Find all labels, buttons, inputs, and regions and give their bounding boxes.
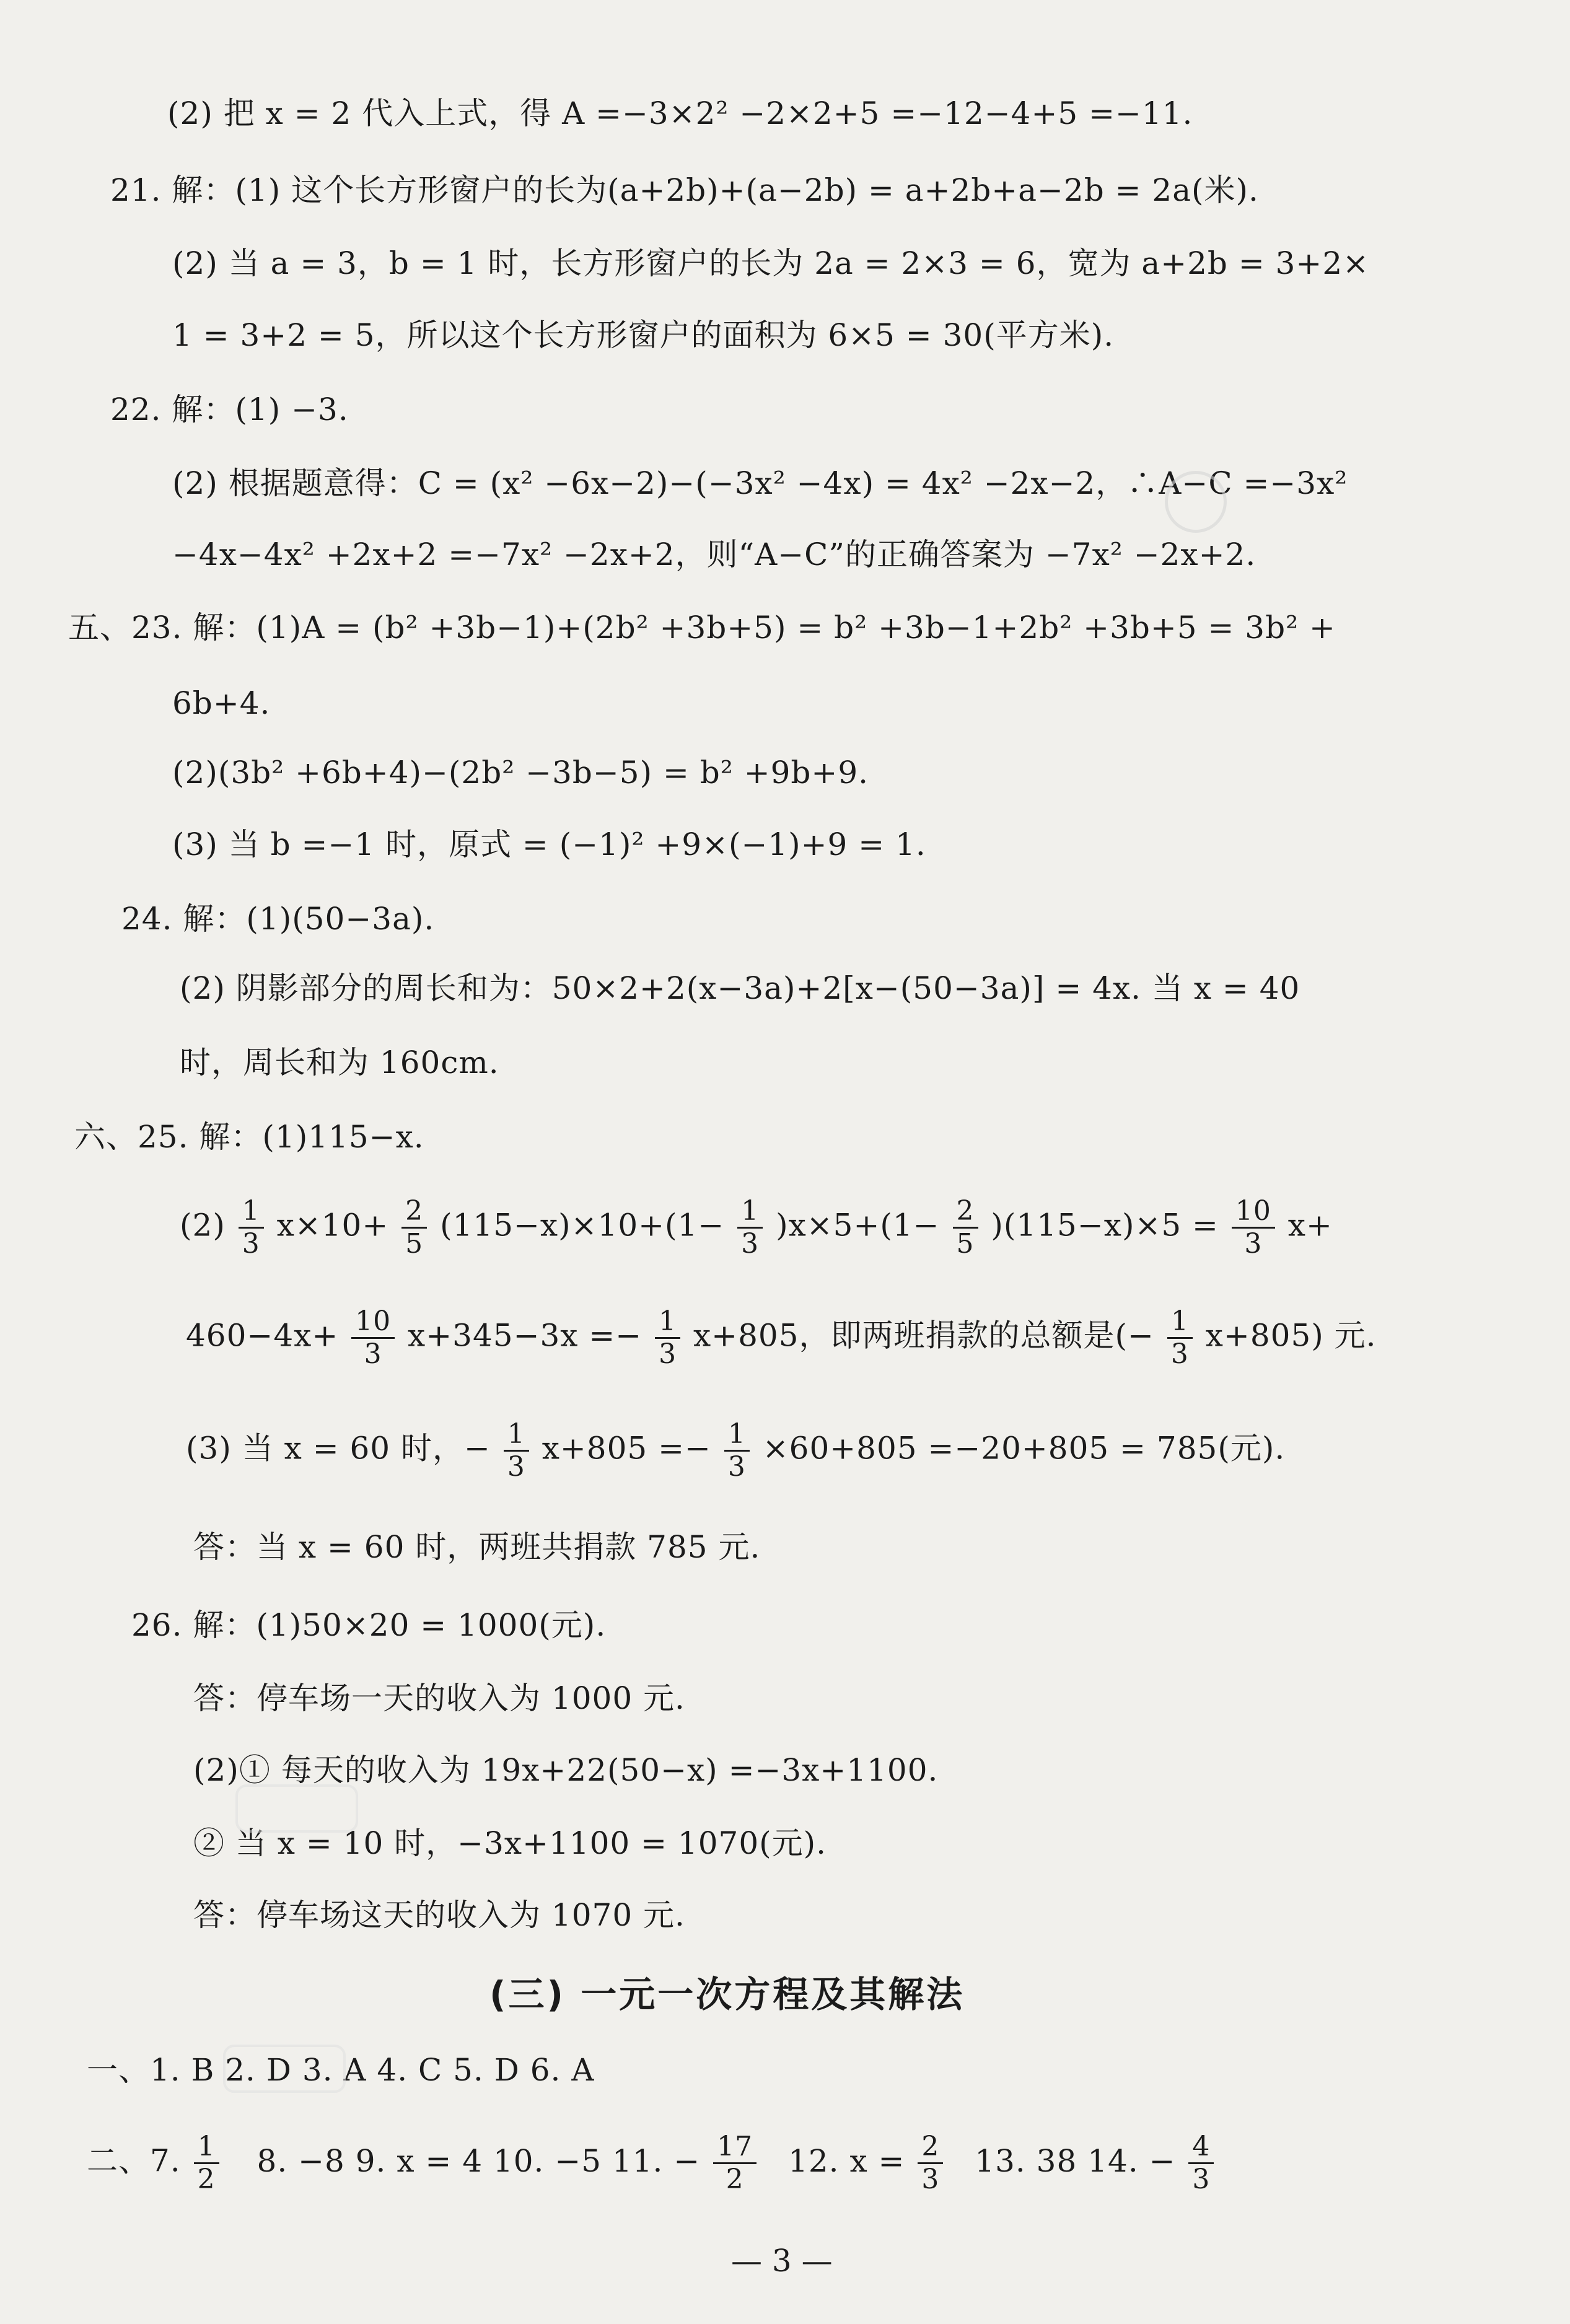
text-line: 五、23. 解：(1)A = (b² +3b−1)+(2b² +3b+5) = b² +3b−1+2b² +3b+5 = 3b² + <box>68 610 1336 646</box>
fraction: $\frac{2}{5}$ <box>953 1196 978 1260</box>
text-line: 1 = 3+2 = 5，所以这个长方形窗户的面积为 6×5 = 30(平方米). <box>172 317 1115 353</box>
stamp-icon <box>223 2045 346 2093</box>
text-line: 21. 解：(1) 这个长方形窗户的长为(a+2b)+(a−2b) = a+2b+a−2b = 2a(米). <box>110 172 1259 208</box>
fraction: $\frac{1}{3}$ <box>655 1306 680 1370</box>
text-line: −4x−4x² +2x+2 =−7x² −2x+2，则“A−C”的正确答案为 −7x² −2x+2. <box>172 537 1256 572</box>
text-line: 24. 解：(1)(50−3a). <box>121 901 435 937</box>
fraction-line: 460−4x+ $\frac{10}{3}$ x+345−3x =− $\frac{1}{3}$ x+805，即两班捐款的总额是(− $\frac{1}{3}$ x+805) 元. <box>186 1305 1377 1370</box>
fraction: $\frac{1}{2}$ <box>194 2131 219 2195</box>
fraction: $\frac{1}{3}$ <box>724 1419 750 1483</box>
text-line: (2) 阴影部分的周长和为：50×2+2(x−3a)+2[x−(50−3a)] = 4x. 当 x = 40 <box>180 970 1300 1006</box>
fraction: $\frac{1}{3}$ <box>504 1419 529 1483</box>
fraction-line: (3) 当 x = 60 时，− $\frac{1}{3}$ x+805 =− $\frac{1}{3}$ ×60+805 =−20+805 = 785(元). <box>186 1418 1286 1483</box>
text-line: 答：停车场一天的收入为 1000 元. <box>193 1680 685 1716</box>
answers-fill: 二、7. $\frac{1}{2}$ 8. −8 9. x = 4 10. −5 11. − $\frac{17}{2}$ 12. x = $\frac{2}{3}$ 13. 38 14. − $\frac{4}{3}$ <box>87 2131 1216 2195</box>
fraction: $\frac{4}{3}$ <box>1188 2131 1214 2195</box>
fraction: $\frac{1}{3}$ <box>737 1196 763 1260</box>
text-line: 26. 解：(1)50×20 = 1000(元). <box>131 1607 607 1643</box>
page-number: — 3 — <box>731 2243 833 2279</box>
text-line: (2) 当 a = 3，b = 1 时，长方形窗户的长为 2a = 2×3 = 6，宽为 a+2b = 3+2× <box>172 245 1370 281</box>
stamp-icon <box>235 1784 358 1833</box>
text-line: (2)(3b² +6b+4)−(2b² −3b−5) = b² +9b+9. <box>172 755 869 791</box>
text-line: (3) 当 b =−1 时，原式 = (−1)² +9×(−1)+9 = 1. <box>172 827 926 862</box>
text-line: 22. 解：(1) −3. <box>110 392 349 428</box>
text-line: 时，周长和为 160cm. <box>180 1045 499 1081</box>
fraction: $\frac{2}{3}$ <box>918 2131 943 2195</box>
fraction: $\frac{10}{3}$ <box>351 1306 395 1370</box>
text-line: 六、25. 解：(1)115−x. <box>74 1119 424 1155</box>
section-heading: (三) 一元一次方程及其解法 <box>489 1973 965 2015</box>
text-line: 6b+4. <box>172 685 271 721</box>
fraction: $\frac{2}{5}$ <box>401 1196 427 1260</box>
text-line: ② 当 x = 10 时，−3x+1100 = 1070(元). <box>193 1825 827 1861</box>
answers-choice: 一、1. B 2. D 3. A 4. C 5. D 6. A <box>87 2052 595 2088</box>
fraction: $\frac{1}{3}$ <box>1167 1306 1193 1370</box>
text-line: (2)① 每天的收入为 19x+22(50−x) =−3x+1100. <box>193 1752 939 1788</box>
text-line: (2) 把 x = 2 代入上式，得 A =−3×2² −2×2+5 =−12−4+5 =−11. <box>167 95 1193 131</box>
text-line: (2) 根据题意得：C = (x² −6x−2)−(−3x² −4x) = 4x² −2x−2，∴A−C =−3x² <box>172 465 1348 501</box>
stamp-icon <box>1165 471 1227 533</box>
fraction: $\frac{1}{3}$ <box>239 1196 264 1260</box>
fraction: $\frac{10}{3}$ <box>1232 1196 1275 1260</box>
fraction-line: (2) $\frac{1}{3}$ x×10+ $\frac{2}{5}$ (115−x)×10+(1− $\frac{1}{3}$ )x×5+(1− $\frac{2}{5}$ )(115−x)×5 = $\frac{10}{3}$ x+ <box>180 1195 1333 1260</box>
text-line: 答：停车场这天的收入为 1070 元. <box>193 1897 685 1933</box>
fraction: $\frac{17}{2}$ <box>713 2131 756 2195</box>
text-line: 答：当 x = 60 时，两班共捐款 785 元. <box>193 1529 761 1565</box>
